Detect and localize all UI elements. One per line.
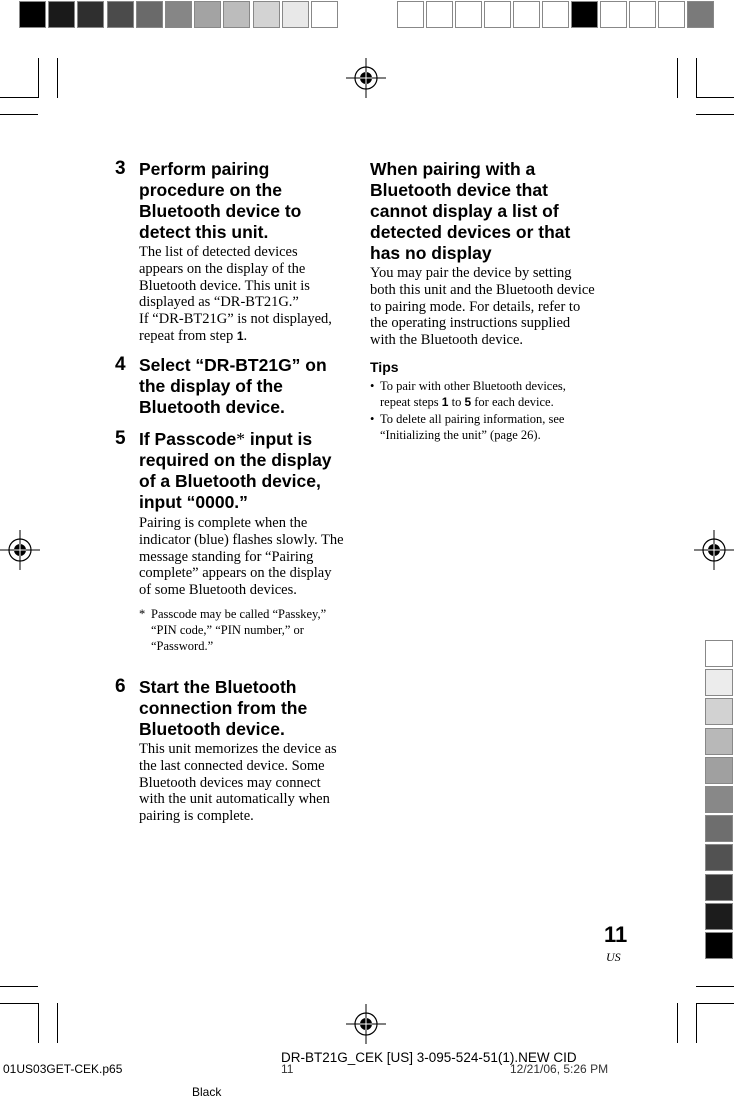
page-number: 11 (604, 922, 628, 947)
step-number: 5 (115, 428, 126, 449)
color-swatch (705, 932, 733, 959)
color-swatch (19, 1, 46, 28)
color-swatch (687, 1, 714, 28)
color-swatch (223, 1, 250, 28)
step-5 (139, 429, 344, 654)
step-3 (139, 159, 344, 345)
color-swatch (77, 1, 104, 28)
color-swatch (194, 1, 221, 28)
color-swatch (311, 1, 338, 28)
footnote: * Passcode may be called “Passkey,” “PIN code,” “PIN number,” or “Password.” (139, 606, 327, 653)
registration-mark-bottom (346, 1004, 386, 1044)
registration-mark-top (346, 58, 386, 98)
step-4 (139, 355, 344, 418)
color-swatch (705, 874, 733, 901)
step-body: The list of detected devices appears on the display of the Bluetooth device. This unit is displayed as “DR-BT21G.” If “DR-BT21G” is not displayed, repeat from step 1. (139, 244, 332, 344)
page-region: US (606, 950, 621, 964)
step-heading: Start the Bluetooth connection from the Bluetooth device. (139, 677, 308, 739)
color-swatch (107, 1, 134, 28)
step-heading: Select “DR-BT21G” on the display of the Bluetooth device. (139, 355, 327, 417)
registration-mark-right (694, 530, 734, 570)
color-swatch (282, 1, 309, 28)
footer-page: 11 (281, 1062, 294, 1076)
color-swatch (455, 1, 482, 28)
color-swatch (705, 815, 733, 842)
color-swatch (705, 728, 733, 755)
footer-filename: 01US03GET-CEK.p65 (3, 1062, 123, 1076)
step-reference: 1 (236, 328, 244, 343)
color-swatch (426, 1, 453, 28)
footer-plate: Black (192, 1085, 222, 1099)
color-swatch (600, 1, 627, 28)
color-swatch (513, 1, 540, 28)
step-body: This unit memorizes the device as the last connected device. Some Bluetooth devices may connect with the unit automatically when pairing is complete. (139, 741, 337, 825)
color-swatch (705, 903, 733, 930)
color-swatch (705, 786, 733, 813)
color-swatch (705, 669, 733, 696)
color-swatch (542, 1, 569, 28)
step-body: Pairing is complete when the indicator (blue) flashes slowly. The message standing for “Pairing complete” appears on the display of some Bluetooth devices. (139, 515, 344, 599)
color-swatch (484, 1, 511, 28)
color-swatch (165, 1, 192, 28)
tips-heading: Tips (370, 358, 399, 375)
color-swatch (705, 757, 733, 784)
color-swatch (571, 1, 598, 28)
step-heading: Perform pairing procedure on the Bluetooth device to detect this unit. (139, 159, 302, 242)
footer-date: 12/21/06, 5:26 PM (510, 1062, 609, 1076)
color-swatch (658, 1, 685, 28)
color-swatch (253, 1, 280, 28)
pairing-no-display-section (370, 159, 596, 443)
registration-mark-left (0, 530, 40, 570)
step-number: 3 (115, 158, 126, 179)
footer-doc-id: DR-BT21G_CEK [US] 3-095-524-51(1).NEW CID (281, 1050, 577, 1065)
color-swatch (705, 640, 733, 667)
step-heading: If Passcode* input is required on the display of a Bluetooth device, input “0000.” (139, 429, 332, 512)
tip-item: • To delete all pairing information, see “Initializing the unit” (page 26). (370, 411, 565, 442)
step-number: 4 (115, 354, 126, 375)
color-swatch (705, 698, 733, 725)
section-heading: When pairing with a Bluetooth device that cannot display a list of detected devices or that has no display (370, 159, 571, 263)
step-number: 6 (115, 676, 126, 697)
color-swatch (705, 844, 733, 871)
section-body: You may pair the device by setting both this unit and the Bluetooth device to pairing mode. For details, refer to the operating instructions supplied with the Bluetooth device. (370, 265, 595, 349)
color-swatch (48, 1, 75, 28)
tip-item: • To pair with other Bluetooth devices, repeat steps 1 to 5 for each device. (370, 378, 566, 409)
color-swatch (397, 1, 424, 28)
color-swatch (136, 1, 163, 28)
color-swatch (629, 1, 656, 28)
step-6 (139, 677, 344, 825)
